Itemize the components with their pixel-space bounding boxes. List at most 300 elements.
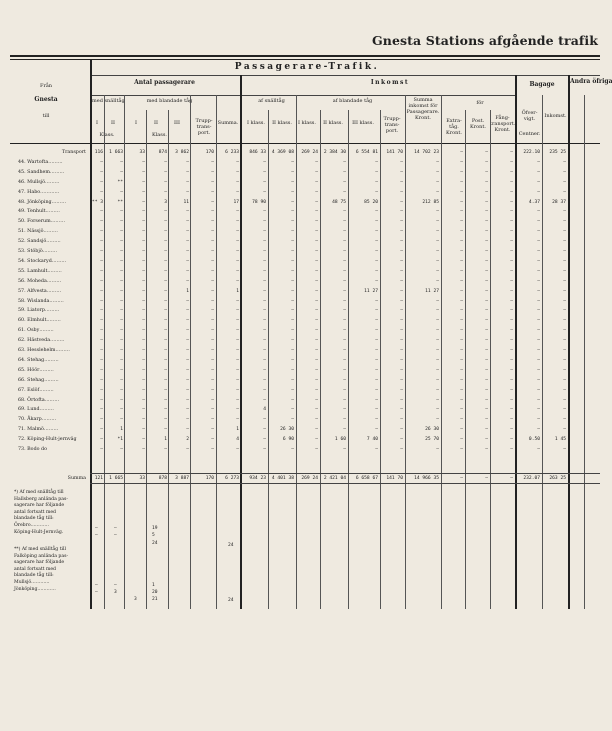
table-row-cell: — bbox=[485, 397, 488, 403]
table-row-cell: 235 25 bbox=[549, 150, 566, 155]
table-row-cell: — bbox=[291, 179, 294, 185]
table-row-cell: — bbox=[485, 229, 488, 235]
table-row-cell: 1 bbox=[120, 427, 123, 433]
table-row-cell: — bbox=[164, 268, 167, 274]
table-row-cell: — bbox=[485, 169, 488, 175]
footnote-value: 20 bbox=[152, 589, 158, 595]
header-col: Summa. bbox=[217, 120, 239, 126]
table-row-cell: — bbox=[436, 318, 439, 324]
table-row-cell: — bbox=[211, 249, 214, 254]
table-row-cell: — bbox=[460, 229, 463, 235]
header-med-snalltag: med snälltåg bbox=[92, 98, 125, 104]
header-col: II klass. bbox=[272, 120, 292, 126]
table-row-cell: — bbox=[460, 328, 463, 334]
table-row-cell: — bbox=[315, 397, 318, 403]
table-row-cell: — bbox=[211, 179, 214, 185]
table-row-cell: — bbox=[263, 437, 266, 443]
table-row-cell: 14 702 23 bbox=[414, 150, 439, 155]
footnote-line: Köping-Hult-Jernväg. bbox=[14, 529, 64, 535]
table-row-cell: — bbox=[485, 209, 488, 215]
table-row-cell: — bbox=[263, 298, 266, 304]
table-row-cell: — bbox=[563, 447, 566, 452]
table-row-cell: — bbox=[537, 159, 540, 165]
table-row-cell: 85 20 bbox=[364, 199, 378, 205]
table-row-cell: — bbox=[142, 159, 145, 165]
table-row-label: 73. Bodo do bbox=[18, 447, 48, 452]
table-row-cell: — bbox=[375, 159, 378, 165]
table-row-cell: — bbox=[315, 348, 318, 353]
table-row-cell: — bbox=[343, 209, 346, 215]
table-row-cell: — bbox=[236, 189, 239, 195]
table-row-cell: — bbox=[510, 199, 513, 205]
table-row-cell: — bbox=[315, 169, 318, 175]
table-row-cell: — bbox=[315, 258, 318, 264]
table-row-cell: — bbox=[400, 298, 403, 304]
header-klass: Klass. bbox=[99, 132, 115, 138]
table-row-cell: — bbox=[375, 397, 378, 403]
table-row-cell: — bbox=[510, 278, 513, 284]
table-row-cell: — bbox=[343, 308, 346, 314]
table-row-cell: — bbox=[343, 298, 346, 304]
table-row-cell: — bbox=[142, 179, 145, 185]
table-row-cell: — bbox=[100, 298, 103, 304]
table-row-cell: — bbox=[142, 239, 145, 245]
header-fangtransport: Fång-transport. Kront. bbox=[490, 115, 516, 133]
table-row-cell: — bbox=[164, 278, 167, 284]
table-row-cell: — bbox=[343, 159, 346, 165]
table-row-cell: — bbox=[375, 268, 378, 274]
table-row-cell: — bbox=[436, 239, 439, 245]
table-row-cell: — bbox=[343, 288, 346, 294]
table-row-cell: — bbox=[100, 209, 103, 215]
header-post: Post. Kront. bbox=[470, 118, 486, 130]
table-row-cell: — bbox=[485, 179, 488, 185]
table-row-label: 68. Örtofta……… bbox=[18, 397, 60, 403]
table-row-cell: — bbox=[164, 417, 167, 423]
table-row-cell: — bbox=[375, 249, 378, 254]
table-row-cell: — bbox=[100, 367, 103, 373]
table-row-cell: — bbox=[142, 357, 145, 363]
table-row-cell: — bbox=[100, 427, 103, 433]
table-row-cell: — bbox=[400, 338, 403, 344]
table-row-label: 69. Lund……… bbox=[18, 407, 54, 413]
table-row-cell: — bbox=[291, 298, 294, 304]
table-row-cell: — bbox=[142, 258, 145, 264]
footnote-line: blandade tåg till: bbox=[14, 573, 54, 579]
table-row-cell: — bbox=[100, 169, 103, 175]
footnote-value: — bbox=[114, 583, 117, 588]
table-row-cell: — bbox=[400, 407, 403, 413]
table-row-cell: — bbox=[375, 318, 378, 324]
table-row-cell: — bbox=[510, 268, 513, 274]
table-row-cell: — bbox=[291, 338, 294, 344]
table-row-cell: — bbox=[315, 219, 318, 225]
table-row-cell: — bbox=[236, 278, 239, 284]
table-row-cell: — bbox=[375, 169, 378, 175]
table-row-cell: — bbox=[236, 417, 239, 423]
table-row-cell: — bbox=[291, 278, 294, 284]
table-row-cell: — bbox=[211, 387, 214, 393]
table-row-cell: — bbox=[485, 447, 488, 452]
table-row-cell: — bbox=[563, 357, 566, 363]
summa-row-cell: 141 70 bbox=[386, 476, 403, 481]
table-row-cell: — bbox=[563, 348, 566, 353]
col-line bbox=[348, 110, 349, 609]
table-row-cell: — bbox=[164, 397, 167, 403]
table-row-cell: — bbox=[100, 308, 103, 314]
table-row-cell: — bbox=[343, 397, 346, 403]
table-row-cell: — bbox=[563, 278, 566, 284]
table-row-cell: — bbox=[537, 397, 540, 403]
table-row-cell: — bbox=[186, 268, 189, 274]
table-row-cell: — bbox=[460, 209, 463, 215]
table-row-label: 54. Stockaryd……… bbox=[18, 258, 67, 264]
table-row-cell: — bbox=[120, 417, 123, 423]
summa-rule bbox=[90, 473, 600, 474]
table-row-cell: — bbox=[510, 219, 513, 225]
table-row-cell: 25 70 bbox=[425, 437, 439, 443]
table-row-cell: — bbox=[436, 417, 439, 423]
footnote-value: 1 bbox=[152, 583, 155, 588]
header-col: Trupp-trans-port. bbox=[383, 116, 401, 134]
table-row-cell: 1 60 bbox=[334, 437, 346, 443]
table-row-cell: — bbox=[186, 348, 189, 353]
table-row-cell: — bbox=[400, 189, 403, 195]
table-row-cell: — bbox=[142, 407, 145, 413]
table-row-cell: — bbox=[164, 229, 167, 235]
table-row-cell: — bbox=[236, 357, 239, 363]
table-row-cell: — bbox=[263, 179, 266, 185]
table-row-cell: — bbox=[291, 417, 294, 423]
table-row-cell: — bbox=[375, 229, 378, 235]
table-row-cell: — bbox=[236, 367, 239, 373]
summa-row-cell: 6 273 bbox=[225, 476, 239, 481]
table-row-cell: — bbox=[142, 348, 145, 353]
table-row-cell: 2 bbox=[186, 437, 189, 443]
table-row-cell: — bbox=[211, 288, 214, 294]
table-row-cell: 0.50 bbox=[528, 437, 540, 443]
table-row-cell: — bbox=[100, 338, 103, 344]
footnote-value: 19 bbox=[152, 526, 158, 531]
summa-row-cell: 14 966 35 bbox=[414, 476, 439, 481]
table-row-cell: — bbox=[100, 318, 103, 324]
table-row-cell: 26 30 bbox=[280, 427, 294, 433]
table-row-cell: — bbox=[164, 209, 167, 215]
table-row-cell: — bbox=[164, 387, 167, 393]
table-row-cell: — bbox=[211, 417, 214, 423]
table-row-cell: — bbox=[563, 219, 566, 225]
footnote-value: 5 bbox=[152, 532, 155, 538]
table-row-cell: — bbox=[291, 348, 294, 353]
table-row-label: 45. Sandhem……… bbox=[18, 169, 65, 175]
table-row-cell: — bbox=[485, 288, 488, 294]
table-row-cell: — bbox=[563, 387, 566, 393]
table-row-cell: — bbox=[563, 407, 566, 413]
table-row-cell: — bbox=[142, 397, 145, 403]
table-row-cell: — bbox=[164, 239, 167, 245]
table-row-cell: — bbox=[263, 209, 266, 215]
footnote-value: 3 bbox=[114, 589, 117, 595]
table-row-cell: — bbox=[164, 328, 167, 334]
table-row-cell: — bbox=[537, 179, 540, 185]
col-line bbox=[190, 95, 191, 609]
table-row-cell: — bbox=[485, 407, 488, 413]
table-row-cell: — bbox=[400, 417, 403, 423]
table-row-cell: — bbox=[343, 239, 346, 245]
table-row-cell: — bbox=[485, 268, 488, 274]
table-row-cell: — bbox=[100, 377, 103, 383]
col-line bbox=[268, 110, 269, 609]
table-row-cell: — bbox=[460, 447, 463, 452]
header-ofvervigt: Öfver-vigt. bbox=[521, 110, 538, 122]
table-row-cell: — bbox=[142, 427, 145, 433]
summa-row-cell: 263 25 bbox=[549, 476, 566, 481]
table-row-cell: — bbox=[460, 239, 463, 245]
header-inkomst-bagage: Inkomst. bbox=[544, 113, 567, 119]
table-row-cell: — bbox=[315, 268, 318, 274]
table-row-cell: — bbox=[120, 367, 123, 373]
table-row-cell: — bbox=[211, 278, 214, 284]
table-row-cell: — bbox=[186, 357, 189, 363]
table-row-cell: — bbox=[563, 249, 566, 254]
table-row-cell: — bbox=[263, 377, 266, 383]
table-row-cell: — bbox=[375, 367, 378, 373]
table-row-cell: — bbox=[142, 328, 145, 334]
table-row-cell: — bbox=[510, 179, 513, 185]
table-row-cell: — bbox=[164, 348, 167, 353]
table-row-cell: — bbox=[460, 179, 463, 185]
table-row-cell: — bbox=[563, 338, 566, 344]
table-row-cell: — bbox=[211, 258, 214, 264]
summa-row-cell: — bbox=[460, 476, 463, 481]
table-row-cell: — bbox=[537, 278, 540, 284]
table-row-cell: — bbox=[236, 338, 239, 344]
table-row-cell: — bbox=[164, 258, 167, 264]
table-row-cell: — bbox=[400, 179, 403, 185]
table-row-cell: — bbox=[120, 328, 123, 334]
table-row-cell: — bbox=[120, 387, 123, 393]
table-row-cell: — bbox=[142, 278, 145, 284]
table-row-cell: — bbox=[436, 169, 439, 175]
table-row-cell: — bbox=[460, 377, 463, 383]
table-row-cell: — bbox=[315, 288, 318, 294]
table-row-cell: — bbox=[291, 169, 294, 175]
table-row-cell: — bbox=[211, 318, 214, 324]
header-af-blandade: af blandade tåg bbox=[332, 98, 373, 104]
table-row-cell: — bbox=[186, 209, 189, 215]
table-row-cell: — bbox=[263, 159, 266, 165]
table-row-cell: — bbox=[436, 308, 439, 314]
table-row-cell: — bbox=[343, 417, 346, 423]
table-row-cell: — bbox=[100, 159, 103, 165]
table-row-cell: — bbox=[211, 229, 214, 235]
table-row-cell: — bbox=[460, 199, 463, 205]
table-row-cell: — bbox=[510, 338, 513, 344]
table-row-cell: — bbox=[315, 417, 318, 423]
table-row-cell: — bbox=[400, 318, 403, 324]
table-row-cell: — bbox=[537, 447, 540, 452]
table-row-cell: — bbox=[100, 437, 103, 443]
table-row-cell: — bbox=[263, 348, 266, 353]
table-row-cell: — bbox=[120, 159, 123, 165]
header-summa-inkomst: Summa inkomst för Passagerare. Kront. bbox=[406, 97, 440, 121]
table-row-cell: — bbox=[142, 377, 145, 383]
table-row-cell: — bbox=[211, 367, 214, 373]
table-row-cell: — bbox=[510, 407, 513, 413]
table-row-label: 56. Moheda……… bbox=[18, 278, 62, 284]
table-row-cell: — bbox=[563, 328, 566, 334]
table-row-cell: — bbox=[100, 348, 103, 353]
table-row-cell: — bbox=[510, 298, 513, 304]
table-row-cell: — bbox=[291, 239, 294, 245]
table-row-cell: — bbox=[236, 308, 239, 314]
table-row-cell: — bbox=[211, 219, 214, 225]
table-row-label: 51. Nässjö……… bbox=[18, 229, 58, 235]
table-row-cell: — bbox=[211, 427, 214, 433]
table-row-cell: — bbox=[211, 308, 214, 314]
table-row-cell: — bbox=[343, 447, 346, 452]
table-row-cell: — bbox=[263, 189, 266, 195]
summa-row-cell: 934 23 bbox=[249, 476, 266, 481]
table-row-label: 67. Eslöf……… bbox=[18, 387, 54, 393]
table-row-cell: — bbox=[211, 437, 214, 443]
table-row-cell: — bbox=[485, 437, 488, 443]
table-row-cell: — bbox=[164, 407, 167, 413]
summa-row-cell: 232.07 bbox=[523, 476, 540, 481]
table-row-cell: — bbox=[120, 447, 123, 452]
table-row-label: 55. Lamhult……… bbox=[18, 268, 62, 274]
header-col: III bbox=[174, 120, 180, 126]
table-row-cell: — bbox=[315, 179, 318, 185]
table-row-cell: — bbox=[120, 338, 123, 344]
table-row-cell: — bbox=[537, 357, 540, 363]
table-row-cell: — bbox=[120, 169, 123, 175]
table-row-cell: 269 24 bbox=[301, 150, 318, 155]
table-row-label: 50. Forserum……… bbox=[18, 219, 66, 225]
table-row-cell: — bbox=[291, 387, 294, 393]
table-row-cell: — bbox=[186, 318, 189, 324]
table-row-cell: — bbox=[211, 377, 214, 383]
table-row-cell: — bbox=[211, 239, 214, 245]
table-row-cell: — bbox=[236, 348, 239, 353]
footnote-line: Falköping anlända pas- bbox=[14, 553, 68, 559]
table-row-cell: — bbox=[236, 328, 239, 334]
table-row-cell: — bbox=[164, 179, 167, 185]
table-row-cell: — bbox=[263, 447, 266, 452]
table-row-cell: — bbox=[436, 357, 439, 363]
table-row-cell: — bbox=[291, 357, 294, 363]
table-row-cell: — bbox=[436, 189, 439, 195]
table-row-cell: — bbox=[436, 159, 439, 165]
table-row-cell: — bbox=[537, 367, 540, 373]
band-title: Passagerare-Trafik. bbox=[234, 62, 380, 72]
table-row-cell: — bbox=[315, 209, 318, 215]
table-row-cell: — bbox=[400, 397, 403, 403]
table-row-cell: — bbox=[142, 387, 145, 393]
table-row-cell: — bbox=[120, 298, 123, 304]
table-row-cell: — bbox=[485, 219, 488, 225]
table-row-cell: — bbox=[510, 417, 513, 423]
table-row-cell: *1 bbox=[117, 437, 123, 443]
header-inkomst: Inkomst bbox=[370, 79, 410, 86]
table-row-cell: — bbox=[100, 219, 103, 225]
table-row-cell: — bbox=[236, 219, 239, 225]
table-row-cell: — bbox=[460, 219, 463, 225]
table-row-cell: — bbox=[100, 288, 103, 294]
table-row-cell: — bbox=[164, 447, 167, 452]
table-row-cell: — bbox=[510, 348, 513, 353]
table-row-cell: — bbox=[263, 249, 266, 254]
footnote-line: sagerare har följande bbox=[14, 560, 65, 566]
table-row-cell: — bbox=[485, 298, 488, 304]
table-row-cell: — bbox=[120, 288, 123, 294]
summa-row-cell: — bbox=[485, 476, 488, 481]
header-klass: Klass. bbox=[151, 132, 168, 138]
table-row-cell: — bbox=[100, 387, 103, 393]
table-row-cell: 116 bbox=[94, 150, 103, 155]
table-row-cell: — bbox=[400, 219, 403, 225]
footnote-value: 24 bbox=[228, 598, 234, 603]
footnote-line: *) Af med snälltåg till bbox=[14, 490, 64, 495]
table-row-cell: — bbox=[164, 357, 167, 363]
table-row-cell: — bbox=[436, 328, 439, 334]
footnote-value: — bbox=[95, 583, 98, 588]
table-row-cell: 1 bbox=[164, 437, 167, 443]
table-row-cell: — bbox=[315, 159, 318, 165]
table-row-cell: — bbox=[186, 367, 189, 373]
table-row-cell: — bbox=[563, 268, 566, 274]
table-row-cell: — bbox=[436, 397, 439, 403]
summa-row-cell: 269 24 bbox=[301, 476, 318, 481]
table-row-cell: — bbox=[460, 338, 463, 344]
footnote-line: Mullsjö………… bbox=[14, 580, 50, 585]
table-row-cell: — bbox=[164, 249, 167, 254]
table-row-cell: — bbox=[100, 397, 103, 403]
table-row-cell: — bbox=[142, 308, 145, 314]
table-row-cell: — bbox=[120, 229, 123, 235]
table-row-cell: — bbox=[510, 447, 513, 452]
table-row-cell: — bbox=[436, 219, 439, 225]
table-row-cell: — bbox=[563, 189, 566, 195]
table-row-cell: — bbox=[400, 209, 403, 215]
table-row-cell: — bbox=[100, 229, 103, 235]
table-row-cell: — bbox=[211, 357, 214, 363]
table-row-cell: — bbox=[315, 367, 318, 373]
table-row-cell: — bbox=[460, 258, 463, 264]
table-row-cell: — bbox=[510, 367, 513, 373]
table-row-cell: — bbox=[510, 397, 513, 403]
header-col: Trupp-trans-port. bbox=[195, 118, 213, 136]
table-row-cell: 11 27 bbox=[364, 288, 378, 294]
col-line bbox=[584, 95, 585, 609]
table-row-cell: — bbox=[460, 159, 463, 165]
table-row-cell: — bbox=[436, 268, 439, 274]
header-station: Gnesta bbox=[34, 96, 58, 103]
summa-row-cell: — bbox=[510, 476, 513, 481]
table-row-cell: — bbox=[343, 357, 346, 363]
table-row-cell: — bbox=[142, 268, 145, 274]
table-row-cell: — bbox=[436, 407, 439, 413]
table-row-cell: — bbox=[142, 318, 145, 324]
table-row-cell: — bbox=[315, 239, 318, 245]
table-row-cell: — bbox=[343, 338, 346, 344]
table-row-cell: — bbox=[211, 268, 214, 274]
table-row-cell: — bbox=[460, 417, 463, 423]
summa-row-cell: 170 bbox=[205, 476, 214, 481]
table-row-cell: — bbox=[315, 407, 318, 413]
table-row-cell: — bbox=[510, 169, 513, 175]
table-row-cell: 28 37 bbox=[552, 199, 566, 205]
